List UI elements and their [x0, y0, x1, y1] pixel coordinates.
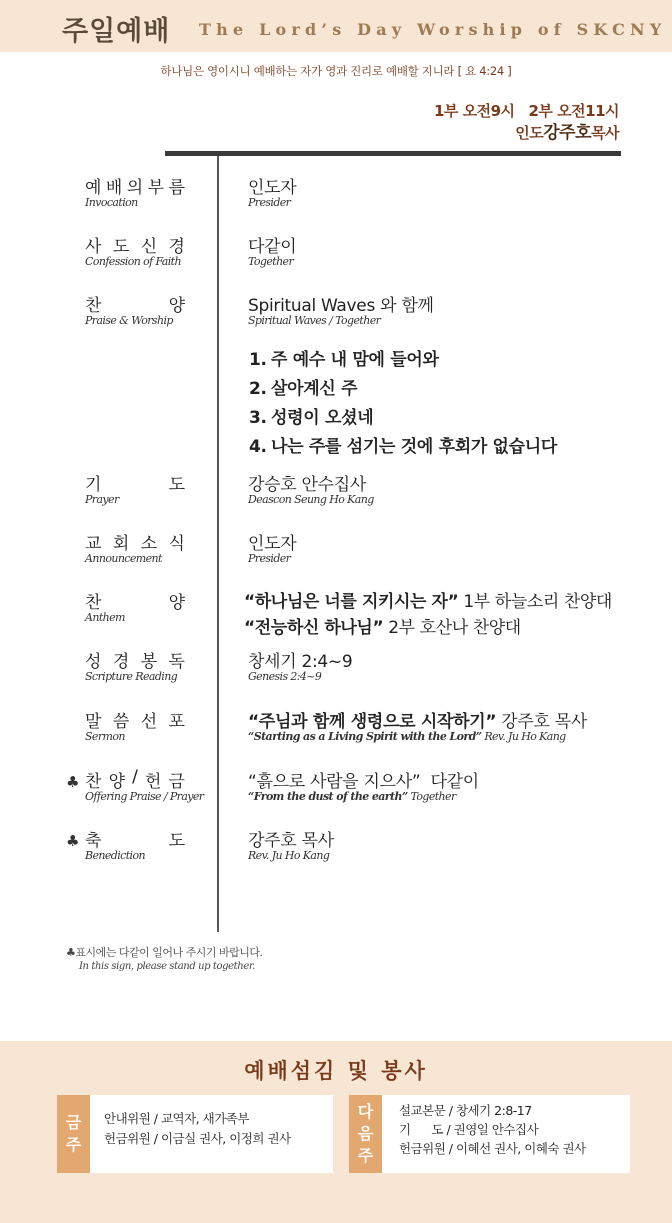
- club-icon: ♣: [66, 832, 80, 850]
- order-item-title-en: Sermon: [85, 730, 125, 743]
- order-item-title: 성 경 봉 독: [85, 652, 185, 672]
- order-item-title-en: Anthem: [85, 611, 125, 624]
- leader-label: 인도: [515, 124, 544, 142]
- order-item-title: 찬 양: [85, 593, 185, 613]
- order-item-title: 말 씀 선 포: [85, 712, 185, 732]
- order-item-detail-en: Deascon Seung Ho Kang: [248, 493, 374, 506]
- order-item-detail-en: Rev. Ju Ho Kang: [248, 849, 330, 862]
- order-item-title: 기 도: [85, 475, 185, 495]
- order-item-detail: 강주호 목사: [248, 831, 334, 851]
- song-item: 4. 나는 주를 섬기는 것에 후회가 없습니다: [249, 437, 558, 457]
- next-week-tag: 다 음 주: [349, 1095, 382, 1173]
- order-item-detail-en: Together: [248, 255, 294, 268]
- order-item-title-en: Praise & Worship: [85, 314, 173, 327]
- first-service-time: 1부 오전9시: [433, 102, 515, 120]
- page-title: 주일예배: [62, 16, 171, 47]
- song-item: 2. 살아계신 주: [249, 379, 358, 399]
- order-item-title-en: Offering Praise / Prayer: [85, 790, 204, 803]
- order-item-detail-en: “Starting as a Living Spirit with the Lord” Rev. Ju Ho Kang: [248, 730, 566, 743]
- order-item-detail: 인도자: [248, 178, 297, 198]
- order-item-title: 찬 양 / 헌 금: [85, 767, 185, 792]
- order-item-detail: 창세기 2:4~9: [248, 652, 353, 672]
- song-item: 1. 주 예수 내 맘에 들어와: [249, 350, 439, 370]
- header-banner: [0, 0, 672, 52]
- order-item-title-en: Confession of Faith: [85, 255, 181, 268]
- song-list: [249, 346, 557, 462]
- order-item-detail-en: Presider: [248, 552, 291, 565]
- service-times: [420, 100, 619, 144]
- order-item-title: 축 도: [85, 831, 185, 851]
- this-week-box: [57, 1095, 333, 1173]
- this-week-line: 헌금위원 / 이금실 권사, 이정희 권사: [104, 1131, 291, 1146]
- next-week-box: [349, 1095, 630, 1173]
- next-week-line: 헌금위원 / 이혜선 권사, 이혜숙 권사: [399, 1141, 586, 1156]
- order-item-detail-en: Presider: [248, 196, 291, 209]
- order-item-detail: Spiritual Waves 와 함께: [248, 296, 434, 316]
- anthem-list: [244, 589, 612, 641]
- order-item-title-en: Scripture Reading: [85, 670, 178, 683]
- order-item-detail: 강승호 안수집사: [248, 475, 366, 495]
- standing-note: ♣표시에는 다같이 일어나 주시기 바랍니다.: [66, 946, 263, 959]
- order-item-title-en: Announcement: [85, 552, 162, 565]
- order-item-title: 예 배 의 부 름: [85, 178, 185, 198]
- column-divider: [217, 156, 219, 932]
- this-week-tag: 금 주: [57, 1095, 90, 1173]
- club-icon: ♣: [66, 773, 80, 791]
- order-item-detail: “주님과 함께 생령으로 시작하기” 강주호 목사: [248, 712, 588, 732]
- order-item-detail-en: “From the dust of the earth” Together: [248, 790, 456, 803]
- song-item: 3. 성령이 오셨네: [249, 408, 374, 428]
- anthem-item: “하나님은 너를 지키시는 자” 1부 하늘소리 찬양대: [244, 592, 612, 612]
- service-section-title: 예배섬김 및 봉사: [244, 1059, 428, 1083]
- order-item-detail-en: Genesis 2:4~9: [248, 670, 322, 683]
- order-item-title-en: Benediction: [85, 849, 145, 862]
- next-week-line: 기 도 / 권영일 안수집사: [399, 1122, 539, 1137]
- order-item-detail: 다같이: [248, 237, 297, 257]
- anthem-item: “전능하신 하나님” 2부 호산나 찬양대: [244, 618, 521, 638]
- order-item-title-en: Prayer: [85, 493, 119, 506]
- standing-note-en: In this sign, please stand up together.: [79, 961, 255, 972]
- order-item-title: 찬 양: [85, 296, 185, 316]
- page-subtitle: The Lord’s Day Worship of SKCNY: [199, 20, 667, 39]
- this-week-line: 안내위원 / 교역자, 새가족부: [104, 1111, 249, 1126]
- second-service-time: 2부 오전11시: [528, 102, 619, 120]
- next-week-line: 설교본문 / 창세기 2:8-17: [399, 1103, 532, 1118]
- order-item-title: 사 도 신 경: [85, 237, 185, 257]
- order-item-detail: “흙으로 사람을 지으사” 다같이: [248, 772, 479, 792]
- scripture-verse: 하나님은 영이시니 예배하는 자가 영과 진리로 예배할 지니라 [ 요 4:24 ]: [160, 64, 512, 78]
- service-section: [0, 1041, 672, 1223]
- order-item-detail-en: Spiritual Waves / Together: [248, 314, 381, 327]
- next-week-lines: [399, 1101, 586, 1158]
- this-week-lines: [104, 1109, 291, 1149]
- order-item-title-en: Invocation: [85, 196, 138, 209]
- divider-bar: [165, 151, 621, 156]
- leader-title: 목사: [591, 124, 619, 142]
- order-item-title: 교 회 소 식: [85, 534, 185, 554]
- order-item-detail: 인도자: [248, 534, 297, 554]
- leader-name: 강주호: [543, 123, 592, 143]
